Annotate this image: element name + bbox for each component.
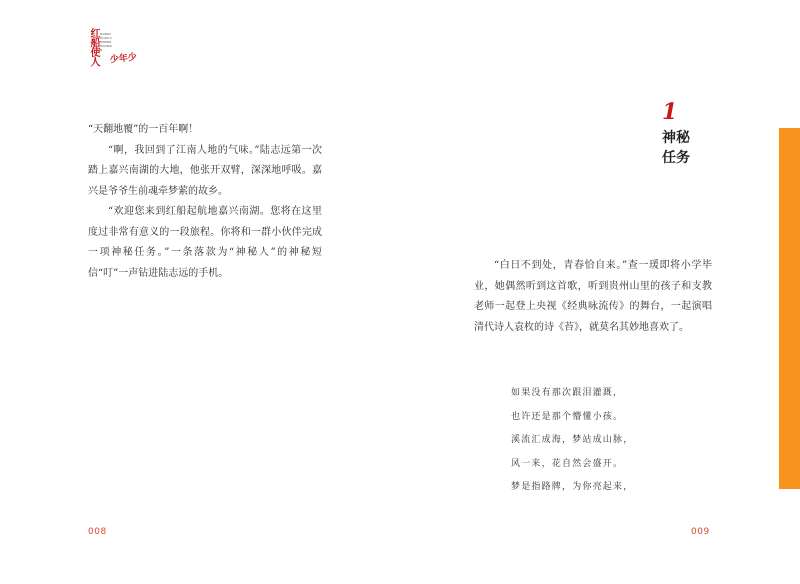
chapter-tab-bar (779, 128, 800, 489)
paragraph: “天翻地覆”的一百年啊！ (88, 124, 199, 135)
logo-title: 红船使人 (88, 28, 99, 66)
page-number-left: 008 (88, 527, 107, 537)
left-body-text (88, 120, 322, 284)
right-body-text (474, 256, 712, 338)
poem-line: 如果没有那次跟泪灌溉， (511, 388, 624, 398)
right-page (400, 0, 800, 584)
paragraph: “啊，我回到了江南人地的气味。”陆志远第一次踏上嘉兴南湖的大地，他张开双臂，深深地呼吸。嘉兴是爷爷生前魂牵梦萦的故乡。 (88, 144, 322, 197)
poem-line: 溪流汇成海，梦站成山脉， (511, 435, 634, 445)
chapter-number: 1 (662, 99, 678, 125)
poem-line: 风一来，花自然会盛开。 (511, 458, 624, 469)
logo-english: HONGCHUAN SHIRENSHAONIAN (100, 32, 112, 52)
chapter-title: 神秘任务 (662, 130, 690, 166)
poem-block (511, 382, 633, 500)
paragraph: “白日不到处，青春恰自来。”查一瑗即将小学毕业，她偶然听到这首歌，听到贵州山里的孩子和支教老师一起登上央视《经典咏流传》的舞台，一起演唱清代诗人袁枚的诗《苔》，就莫名其妙地喜欢了。 (474, 260, 712, 333)
paragraph: “欢迎您来到红船起航地嘉兴南湖。您将在这里度过非常有意义的一段旅程。你将和一群小伙伴完成一项神秘任务。”一条落款为“神秘人”的神秘短信“叮”一声钻进陆志远的手机。 (88, 206, 322, 279)
book-logo (88, 28, 148, 88)
logo-subtitle: 少年少 (109, 52, 138, 66)
poem-line: 也许还是那个懵懂小孩。 (511, 411, 624, 422)
page-number-right: 009 (691, 527, 710, 537)
poem-line: 梦是指路牌，为你亮起来， (511, 482, 634, 492)
